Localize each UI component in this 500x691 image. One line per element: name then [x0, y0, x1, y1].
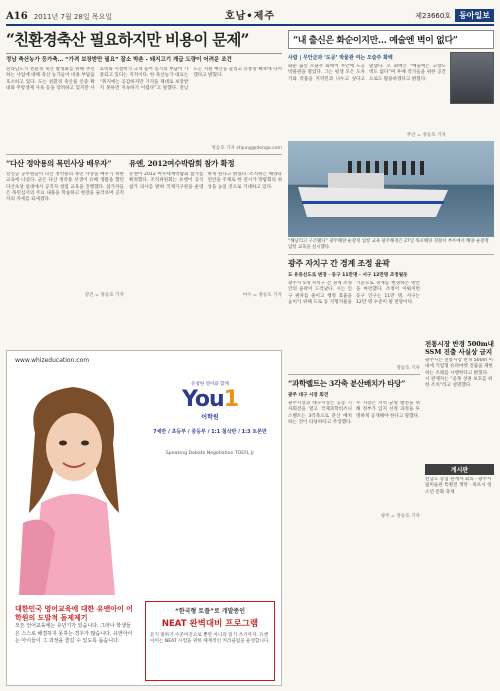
article-boundary-byline: 정승호 기자	[396, 366, 420, 371]
photo-caption: “해남리고 구조됐다” 광주해양 순찰정 입항 교육 광주해경은 27일 목포해양 경찰서 부두에서 해양 순찰정 입항 교육을 실시했다.	[288, 239, 489, 250]
story-expo	[129, 158, 282, 298]
paper-number: 제23660호	[415, 11, 452, 20]
lead-subheadline: 정남 축산농가 등가축… “가격 보장받만 필요” 잘소 박촌 - 돼지고기 계급 도량이 어려운 조건	[6, 57, 232, 63]
ad-box-title: “한국형 토플”로 개발중인	[174, 608, 246, 615]
story-dasan-body: 강진군 공무원들이 다산 정약용의 목민 사상을 배우기 위한 교육에 나섰다. 군은 다산 정약용 선생이 유배 생활을 했던 다산초당 일대에서 공직자 청렴 교육을 진행했다. 참가자들은 목민심서의 주요 내용을 학습하고 현장을 둘러보며 공직자의 자세를 되새겼다.	[6, 172, 124, 203]
article-science-sub: 광주 대구 시장 회견	[288, 393, 329, 398]
article-boundary-headline: 광주 자치구 간 경계 조정 윤곽	[288, 258, 390, 268]
story-expo-byline: 여수 = 정승호 기자	[242, 293, 282, 298]
notice-board-body: 전남도 농업 관계자 회의 · 광주시립미술관 특별전 개막 · 목포시 청소년 문화 축제	[425, 477, 492, 495]
ad-left-body: 모든 언어교육에는 유년기가 있습니다. 그러나 학생들은 스스로 해결하지 못하는 경우가 많습니다. 유앤아이는 아이들이 그 과정을 즐길 수 있도록 돕습니다.	[15, 623, 133, 644]
story-dasan-headline: “다산 정약용의 목민사상 배우자”	[6, 159, 112, 168]
section-title: 호남•제주	[224, 11, 276, 22]
left-column	[6, 30, 282, 298]
article-boundary-body: 광주시 5개 자치구 간 경계 조정안의 윤곽이 드러났다. 시는 인구 편차를 줄이고 행정 효율을 높이기 위해 도로 등 지형지물을 기준으로 경계를 변경하는 방안을 마련했다. 조정이 이뤄지면 동구 인구는 11만 명, 서구는 12만 명 수준이 될 전망이다.	[288, 281, 420, 305]
artist-portrait	[450, 52, 494, 104]
feature-headline: “내 출신은 화순이지만… 예술엔 벽이 없다”	[288, 30, 494, 49]
ad-brand-tag: 어학원	[201, 414, 219, 421]
ad-left-copy	[15, 605, 135, 646]
story-expo-headline: 유엔, 2012여수박람회 참가 확정	[129, 159, 235, 168]
ad-box-body: 듣기 말하기 수준미진으로 뿐만 아니라 읽기 쓰기까지. 유앤아이는 NEAT 시험을 위한 체계적인 커리큘럼을 운영합니다.	[150, 633, 270, 645]
article-boundary	[288, 258, 420, 519]
feature-body: 화순 출신 오슬주 화백이 무안에 도공 박물관을 열었다. 그는 평생 모은 도자기와 작품을 지역민과 나누고 싶다고 말했다. 오 화백은 “예술에는 고향도 벽도 없다”며 후배 작가들을 위한 공간으로도 활용하겠다고 밝혔다.	[288, 64, 446, 82]
issue-date: 2011년 7월 28일 목요일	[33, 13, 113, 21]
notice-board-label: 게시판	[425, 464, 494, 475]
coast-guard-photo	[288, 141, 494, 237]
ad-ring-text: 유창한 영어와 함께	[191, 382, 229, 387]
lead-headline: “친환경축산 필요하지만 비용이 문제”	[6, 30, 282, 54]
page-header	[6, 4, 494, 26]
ad-url[interactable]: www.whizeducation.com	[15, 357, 90, 364]
story-dasan	[6, 158, 124, 298]
article-science-headline: “과학벨트는 3각축 분산배치가 타당”	[288, 379, 406, 388]
ad-child-photo	[15, 373, 133, 595]
article-science-body: 광주시장과 대구시장은 공동 기자회견을 열고 국제과학비즈니스벨트는 3각축으로 분산 배치하는 것이 타당하다고 주장했다. 두 시장은 지역 균형 발전을 위해 정부가 입지 선정 과정을 투명하게 공개해야 한다고 말했다.	[288, 401, 420, 425]
brief-column	[425, 340, 494, 597]
ad-brand	[145, 381, 275, 421]
brief-body: 광주시는 전통시장 반경 500m 이내에 기업형 슈퍼마켓 진출을 제한하는 조례를 시행한다고 밝혔다. 시 관계자는 “골목 상권 보호를 위한 조치”라고 설명했다.	[425, 358, 493, 389]
feature-byline: 무안 = 정승호 기자	[406, 133, 446, 138]
page-number: A16	[6, 11, 28, 22]
article-boundary-sub: 도 유류선도로 변경 · 동구 11만명 - 서구 12만명 조정될듯	[288, 273, 408, 278]
ad-blurb: Speaking Debate Negotiation TOEFL Jr	[165, 451, 255, 456]
lead-body: 전라남도가 친환경 축산 활성화를 위해 추진하는 사업에 대해 축산 농가들이 비용 부담을 호소하고 있다. 도는 친환경 축산물 인증 확대와 무항생제 사육 등을 장려하고 있지만 사료비와 시설비가 크게 늘어 농가의 부담이 가중되고 있다는 지적이다. 한 축산농가 대표는 “취지에는 공감하지만 가격을 제대로 보장받지 못하면 지속하기 어렵다”고 말했다. 전남도는 지원 예산을 늘리고 유통망 확보에 나서겠다고 밝혔다.	[6, 67, 282, 91]
story-expo-body: 유엔이 2012 여수세계박람회 참가를 확정했다. 조직위원회는 유엔이 공식 참가 의사를 밝혀 국제기구관을 운영하게 된다고 밝혔다. 조직위는 해양과 연안을 주제로 한 전시가 박람회의 위상을 높일 것으로 기대하고 있다.	[129, 172, 282, 190]
article-science-byline: 광주 = 정승호 기자	[380, 514, 420, 519]
advertisement[interactable]	[6, 350, 282, 686]
ad-neat-box	[145, 601, 275, 681]
ad-box-headline: NEAT 완벽대비 프로그램	[161, 619, 259, 629]
ad-left-title: 대한민국 영어교육에 대한 유앤아이 어학원의 도발적 돌제제기	[15, 605, 133, 622]
brief-title: 전통시장 반경 500m내 SSM 진출 사실상 금지	[425, 340, 494, 356]
ad-brand-name: You1	[182, 387, 238, 412]
ad-grades: 7세반 / 초등부 / 중등부 / 1:1 첨삭반 / 1:3 토론반	[153, 429, 267, 435]
feature-block	[288, 52, 494, 138]
feature-subhead: 사람 | 무안군과 ‘도공’ 박물관 여는 오슬주 화백	[288, 55, 393, 61]
story-dasan-byline: 강진 = 정승호 기자	[84, 293, 124, 298]
newspaper-logo: 동아일보	[455, 9, 494, 22]
lead-byline: 정승호 기자 shjung@donga.com	[211, 146, 282, 151]
